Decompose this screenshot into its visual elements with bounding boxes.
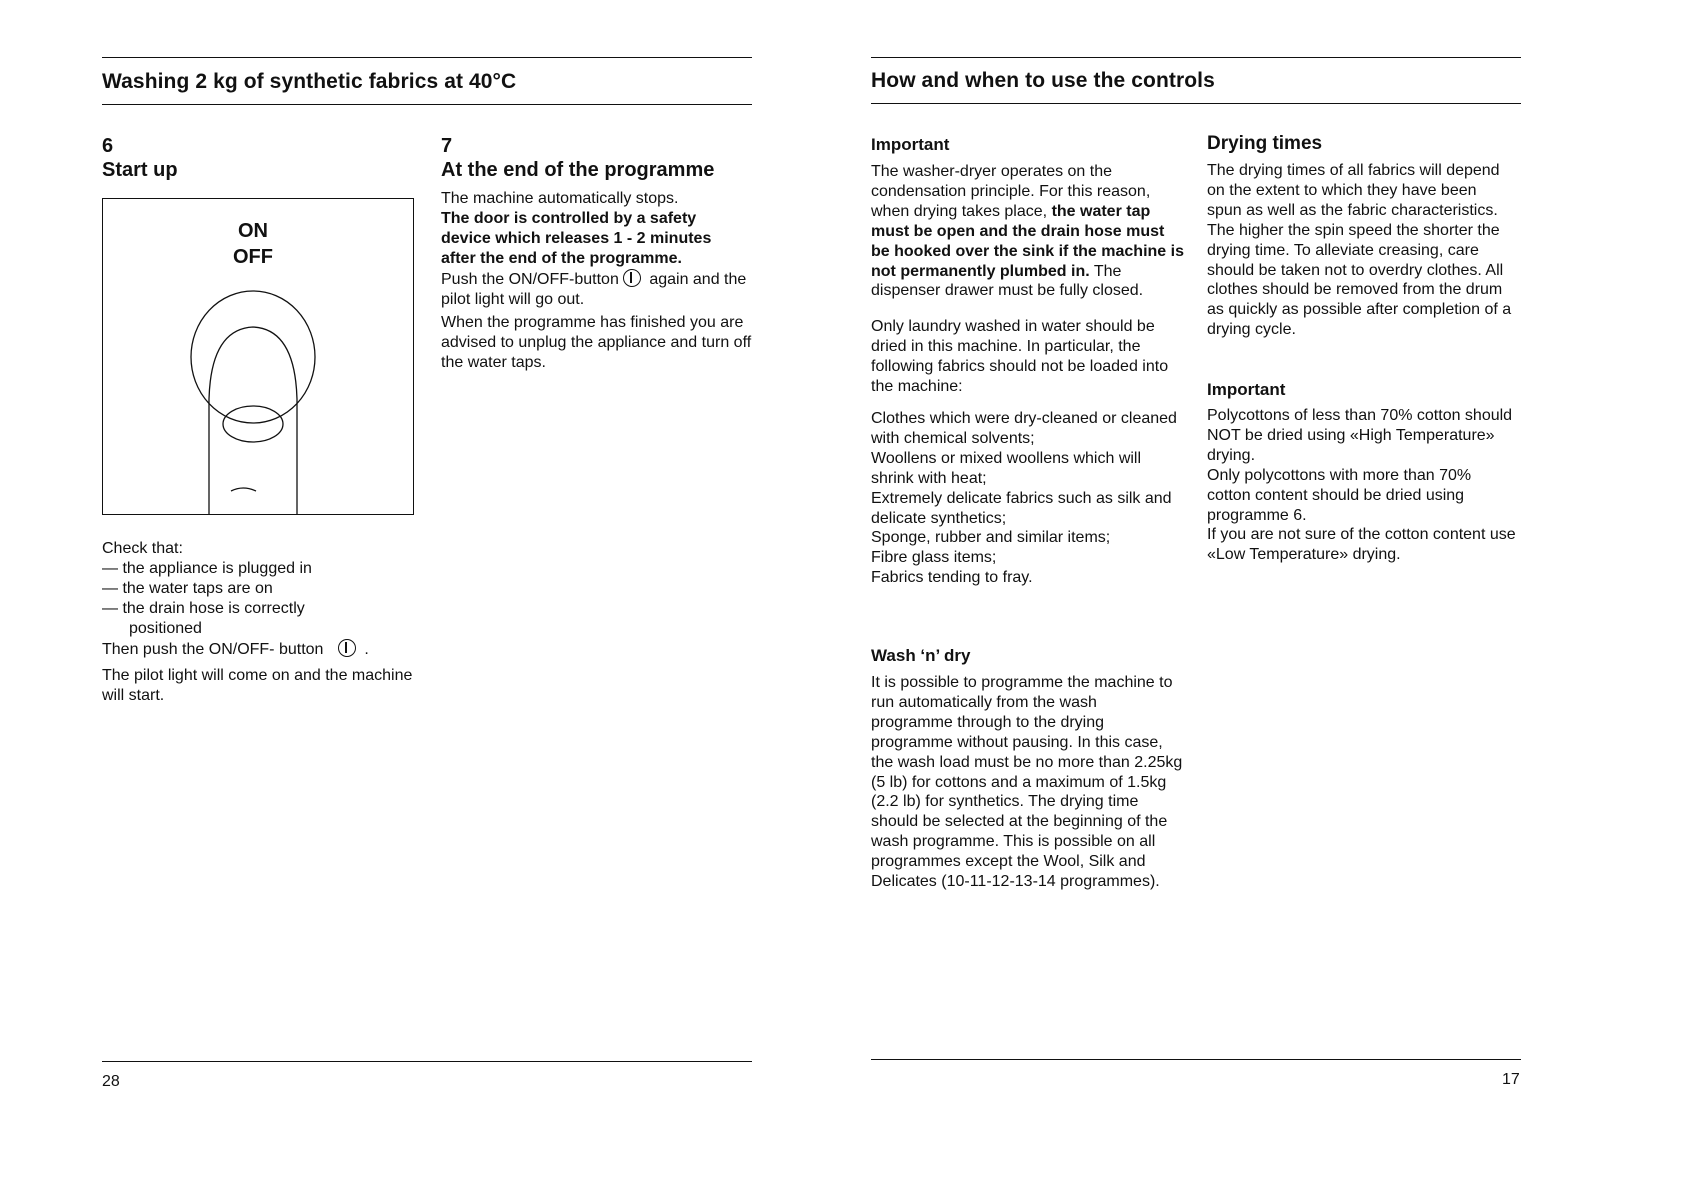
step6-text	[102, 539, 422, 706]
title-rule	[102, 104, 752, 105]
paragraph: Only laundry washed in water should be dried in this machine. In particular, the following fabrics should not be loaded into the machine:	[871, 318, 1169, 396]
top-rule	[102, 57, 752, 58]
check-intro: Check that:	[102, 540, 183, 557]
step-number: 7	[441, 135, 453, 157]
on-label: ON	[238, 220, 268, 242]
text: The dispenser drawer must be fully closed.	[871, 262, 1144, 300]
push-instruction: Then push the ON/OFF- button	[102, 640, 324, 658]
bold-text: the water tap must be open and the drain hose must be hooked over the sink if the machine is not permanently plumbed in.	[871, 202, 1184, 280]
page-number: 17	[1502, 1071, 1520, 1088]
wash-n-dry-text: It is possible to programme the machine to run automatically from the wash programme through to the drying programme without pausing. In this case, the wash load must be no more than 2.25kg (5 lb) for cottons and a maximum of 1.5kg (2.2 lb) for synthetics. The drying time should be selected at the beginning of the wash programme. This is possible on all programmes except the Wool, Silk and Delicates (10-11-12-13-14 programmes).	[871, 674, 1183, 891]
paragraph-bold: The door is controlled by a safety device which releases 1 - 2 minutes after the end of the programme.	[441, 209, 712, 267]
paragraph: Only polycottons with more than 70% cotton content should be dried using programme 6.	[1207, 466, 1472, 524]
paragraph: Polycottons of less than 70% cotton should NOT be dried using «High Temperature» drying.	[1207, 407, 1513, 464]
list-item: Fabrics tending to fray.	[871, 569, 1033, 587]
section-heading: Important	[1207, 380, 1286, 399]
step-heading: Start up	[102, 159, 178, 181]
important-text	[871, 162, 1186, 588]
power-button-icon	[623, 269, 641, 287]
push-instruction: Push the ON/OFF-button	[441, 270, 619, 288]
check-item: — the appliance is plugged in	[102, 559, 312, 577]
start-result: The pilot light will come on and the machine will start.	[102, 667, 413, 705]
bottom-rule	[871, 1059, 1521, 1060]
page-title: Washing 2 kg of synthetic fabrics at 40°C	[102, 70, 517, 93]
drying-times-text: The drying times of all fabrics will depend on the extent to which they have been spun as well as the fabric characteristics. The higher the spin speed the shorter the drying time. To alleviate creasing, care should be taken not to overdry clothes. All clothes should be removed from the drum as quickly as possible after completion of a drying cycle.	[1207, 162, 1512, 339]
top-rule	[871, 57, 1521, 58]
push-instruction-end: again and the pilot light will go out.	[441, 270, 747, 308]
page-title: How and when to use the controls	[871, 69, 1215, 92]
paragraph: The machine automatically stops.	[441, 190, 679, 207]
section-heading: Wash ‘n’ dry	[871, 646, 971, 665]
bottom-rule	[102, 1061, 752, 1062]
push-end: .	[364, 640, 369, 658]
step-number: 6	[102, 135, 114, 157]
step7-text	[441, 189, 756, 373]
step-heading: At the end of the programme	[441, 159, 715, 181]
paragraph: If you are not sure of the cotton content use «Low Temperature» drying.	[1207, 526, 1516, 564]
list-item: Fibre glass items;	[871, 549, 997, 567]
finger-pressing-button-icon	[103, 199, 413, 514]
list-item: Sponge, rubber and similar items;	[871, 529, 1111, 547]
text: The washer-dryer operates on the condensation principle. For this reason, when drying takes place,	[871, 163, 1151, 220]
check-item: — the drain hose is correctly positioned	[102, 599, 305, 637]
section-heading: Important	[871, 135, 950, 154]
section-heading: Drying times	[1207, 133, 1323, 154]
on-off-illustration	[102, 198, 414, 515]
page-number: 28	[102, 1073, 120, 1090]
list-item: Woollens or mixed woollens which will shrink with heat;	[871, 449, 1142, 487]
title-rule	[871, 103, 1521, 104]
paragraph: When the programme has finished you are advised to unplug the appliance and turn off the water taps.	[441, 314, 752, 372]
check-item: — the water taps are on	[102, 579, 273, 597]
list-item: Clothes which were dry-cleaned or cleaned with chemical solvents;	[871, 409, 1177, 447]
list-item: Extremely delicate fabrics such as silk and delicate synthetics;	[871, 489, 1172, 527]
off-label: OFF	[233, 246, 273, 268]
important2-text	[1207, 406, 1517, 565]
power-button-icon	[338, 639, 356, 657]
